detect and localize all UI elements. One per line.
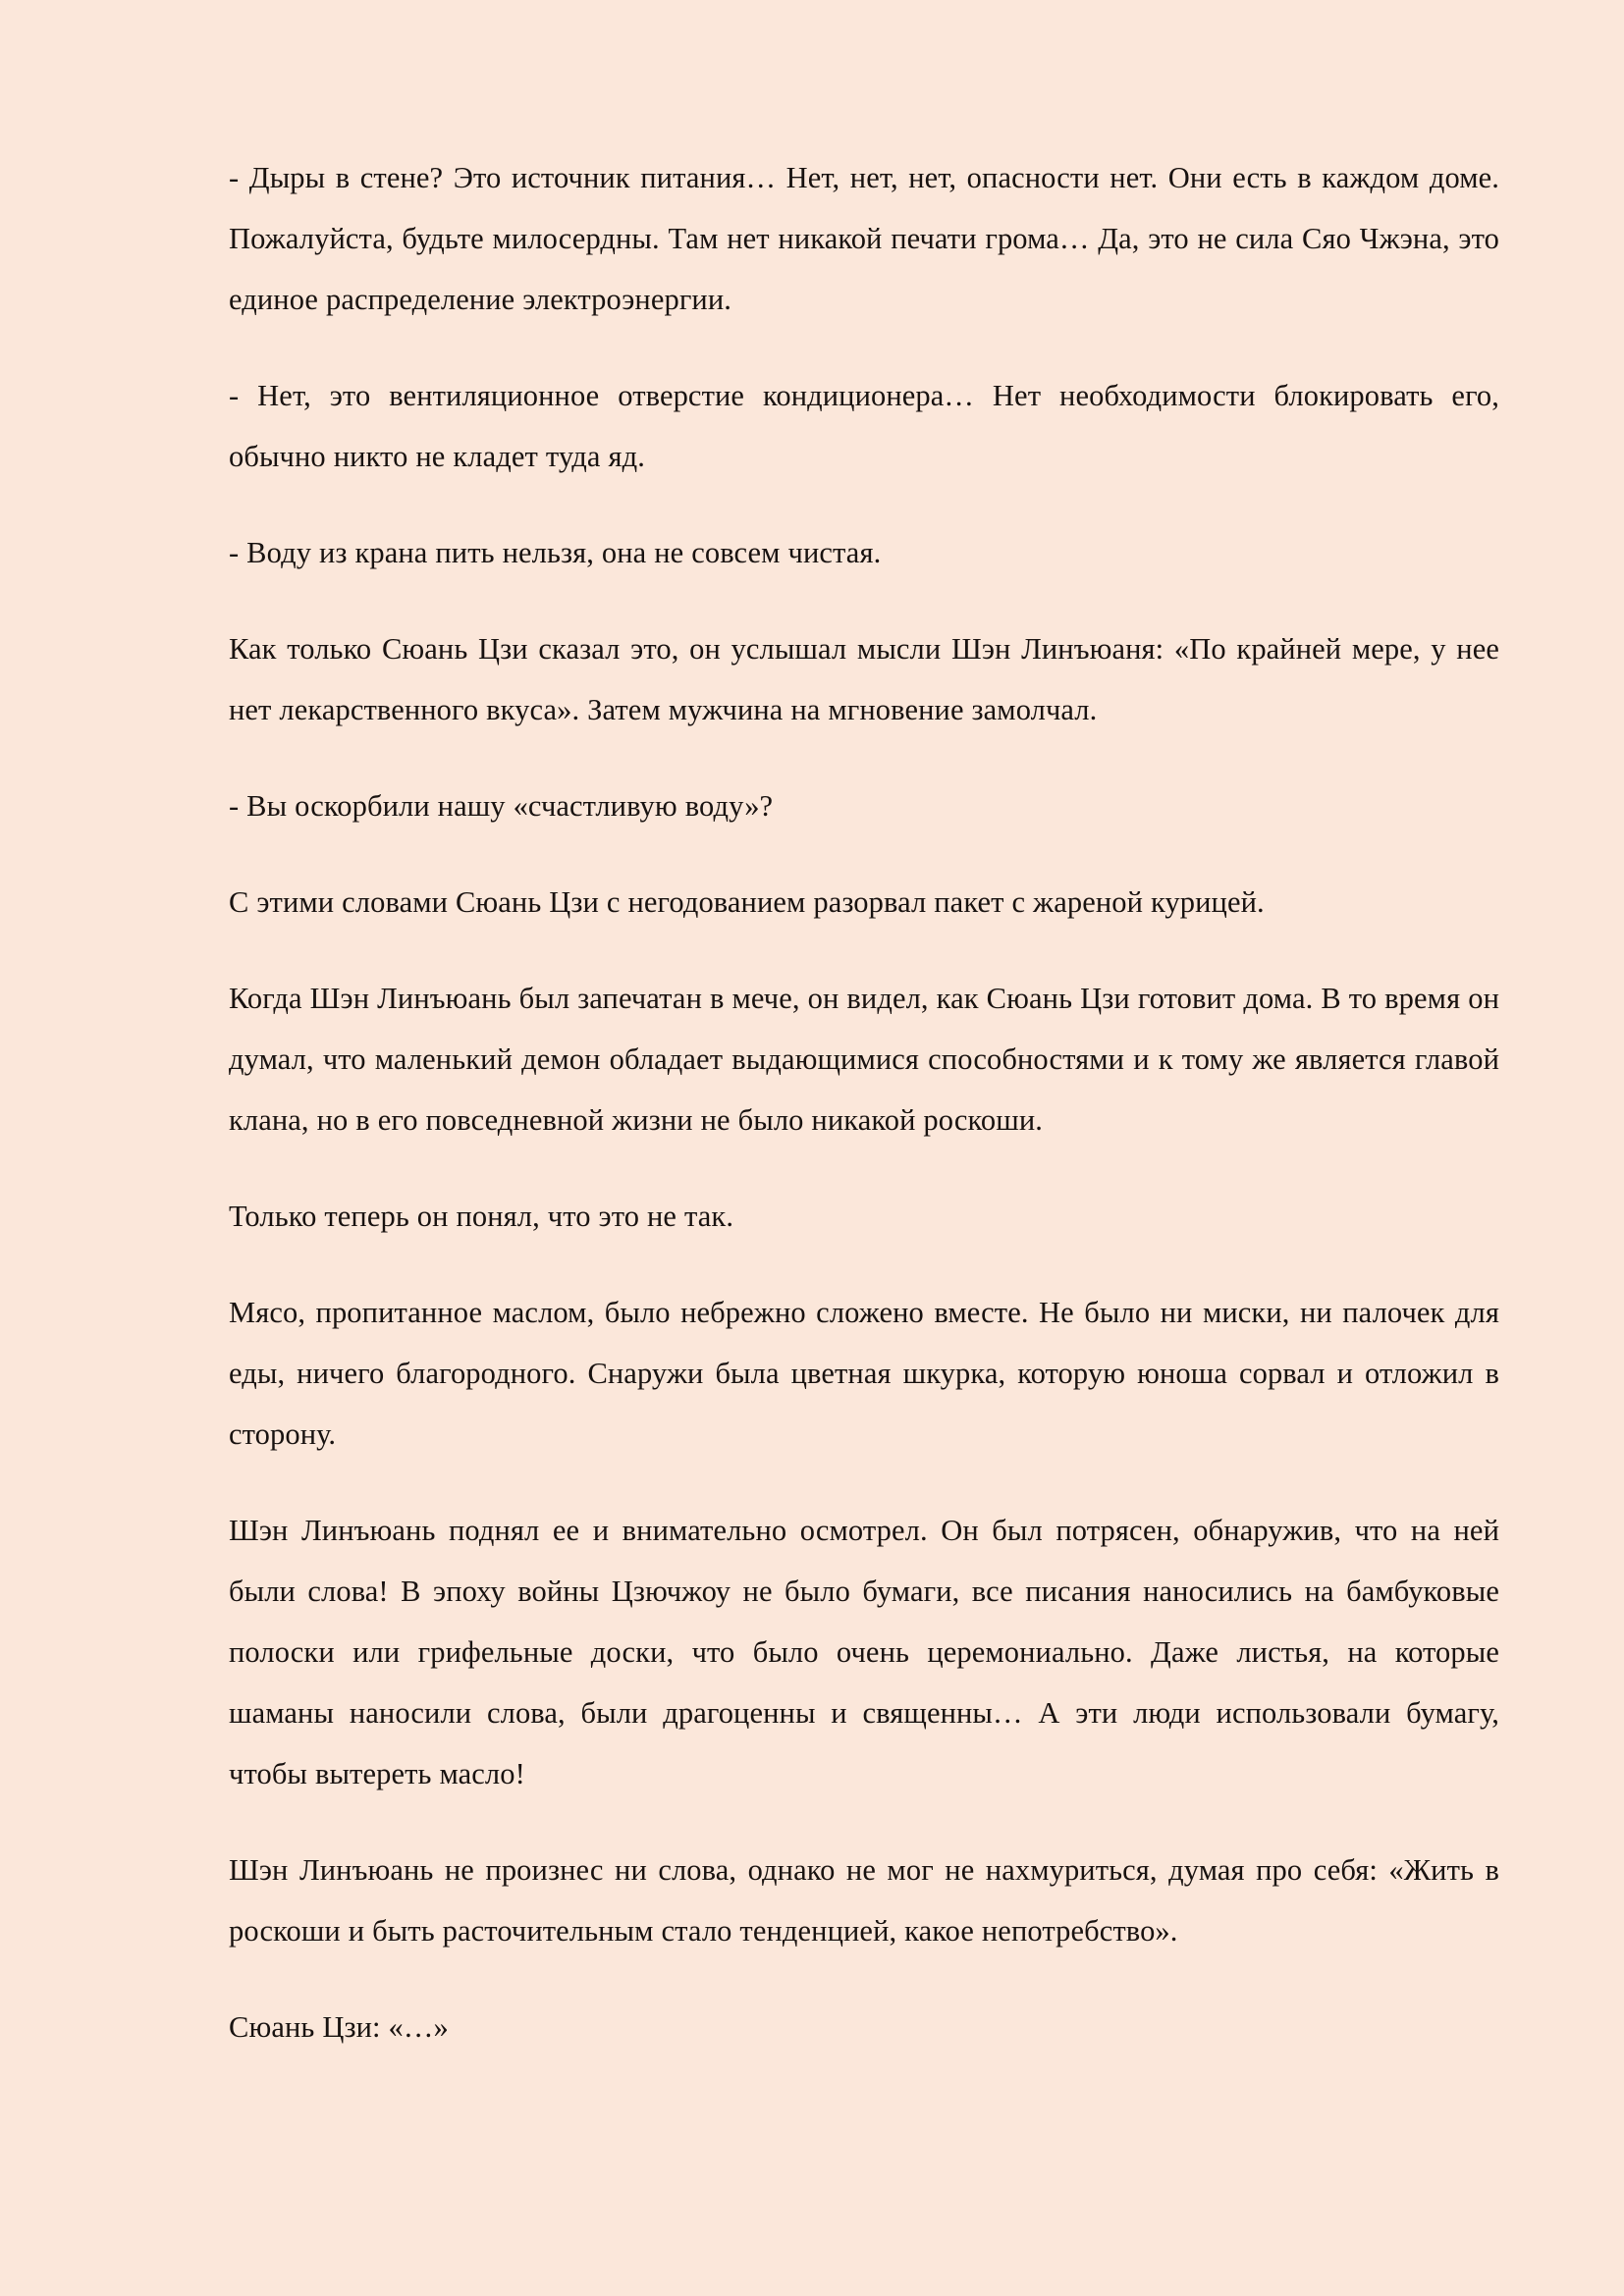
paragraph: С этими словами Сюань Цзи с негодованием разорвал пакет с жареной курицей. xyxy=(229,885,1265,919)
paragraph: Как только Сюань Цзи сказал это, он услышал мысли Шэн Линъюаня: «По крайней мере, у нее нет лекарственного вкуса». Затем мужчина на мгновение замолчал. xyxy=(229,632,1499,726)
paragraph: - Вы оскорбили нашу «счастливую воду»? xyxy=(229,789,774,823)
paragraph: Шэн Линъюань поднял ее и внимательно осмотрел. Он был потрясен, обнаружив, что на ней были слова! В эпоху войны Цзючжоу не было бумаги, все писания наносились на бамбуковые полоски или грифельные доски, что было очень церемониально. Даже листья, на которые шаманы наносили слова, были драгоценны и священны… А эти люди использовали бумагу, чтобы вытереть масло! xyxy=(229,1514,1499,1790)
paragraph: Сюань Цзи: «…» xyxy=(229,2010,449,2044)
paragraph: - Дыры в стене? Это источник питания… Нет, нет, нет, опасности нет. Они есть в каждом доме. Пожалуйста, будьте милосердны. Там нет никакой печати грома… Да, это не сила Сяо Чжэна, это единое распределение электроэнергии. xyxy=(229,161,1499,316)
paragraph: Мясо, пропитанное маслом, было небрежно сложено вместе. Не было ни миски, ни палочек для еды, ничего благородного. Снаружи была цветная шкурка, которую юноша сорвал и отложил в сторону. xyxy=(229,1296,1499,1451)
paragraph: Шэн Линъюань не произнес ни слова, однако не мог не нахмуриться, думая про себя: «Жить в роскоши и быть расточительным стало тенденцией, какое непотребство». xyxy=(229,1853,1499,1948)
paragraph: Только теперь он понял, что это не так. xyxy=(229,1200,734,1233)
document-body xyxy=(229,147,1499,2057)
paragraph: Когда Шэн Линъюань был запечатан в мече, он видел, как Сюань Цзи готовит дома. В то время он думал, что маленький демон обладает выдающимися способностями и к тому же является главой клана, но в его повседневной жизни не было никакой роскоши. xyxy=(229,982,1499,1137)
paragraph: - Воду из крана пить нельзя, она не совсем чистая. xyxy=(229,536,882,569)
paragraph: - Нет, это вентиляционное отверстие кондиционера… Нет необходимости блокировать его, обычно никто не кладет туда яд. xyxy=(229,379,1499,473)
